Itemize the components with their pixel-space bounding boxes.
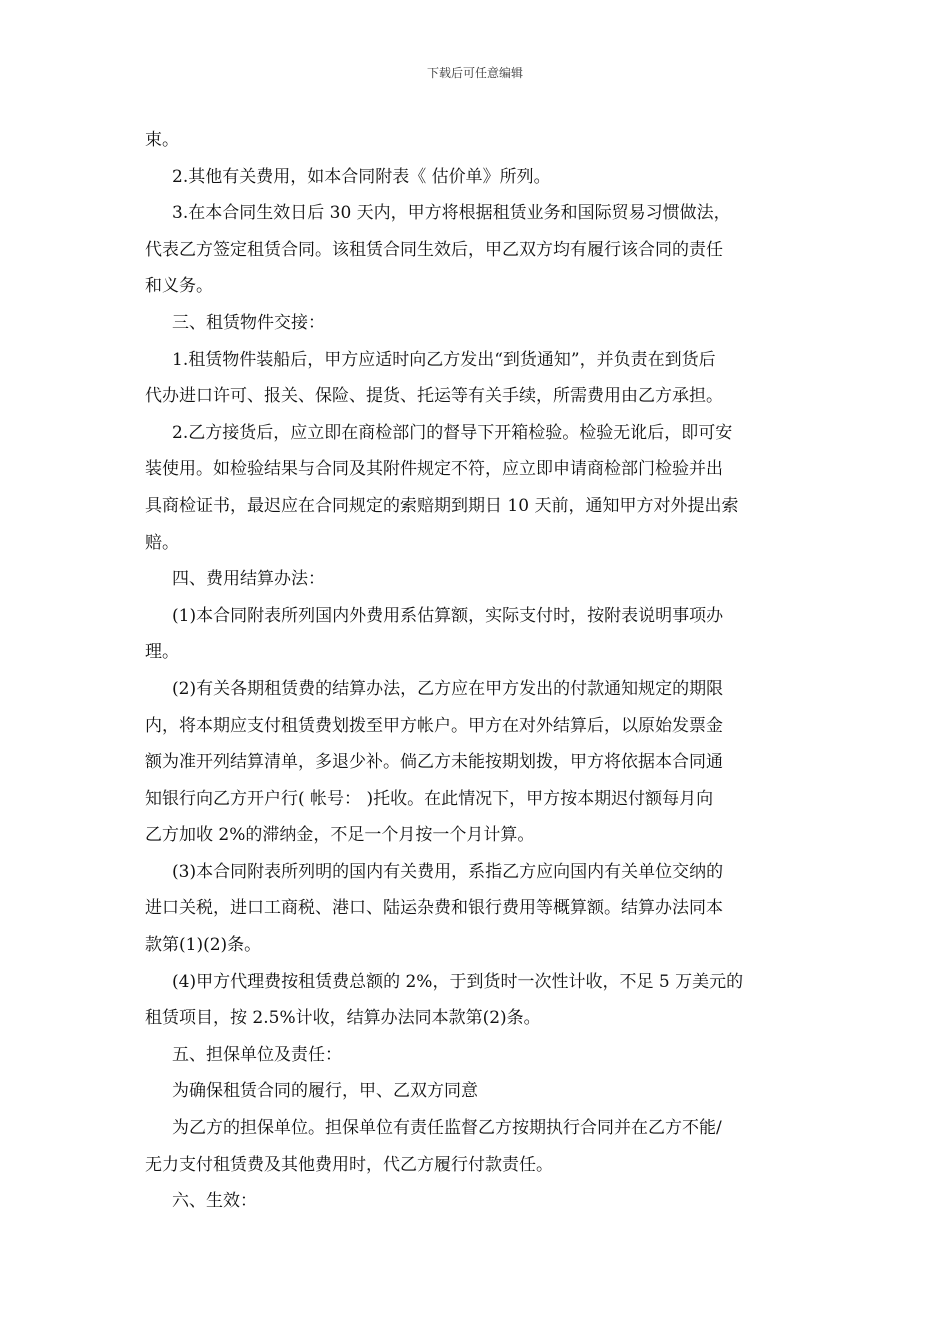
text-line: 知银行向乙方开户行( 帐号： )托收。在此情况下，甲方按本期迟付额每月向: [145, 788, 714, 809]
section-heading: 五、担保单位及责任：: [172, 1044, 342, 1065]
text-line: 为确保租赁合同的履行，甲、乙双方同意: [172, 1081, 478, 1102]
document-body: [145, 122, 807, 1220]
page-header: 下载后可任意编辑: [426, 66, 523, 80]
text-line: (2)有关各期租赁费的结算办法，乙方应在甲方发出的付款通知规定的期限: [172, 678, 724, 699]
text-line: 为乙方的担保单位。担保单位有责任监督乙方按期执行合同并在乙方不能/: [172, 1118, 722, 1139]
section-heading: 六、生效：: [172, 1191, 257, 1212]
text-line: 款第(1)(2)条。: [145, 935, 262, 956]
section-heading: 四、费用结算办法：: [172, 569, 325, 590]
text-line: 代表乙方签定租赁合同。该租赁合同生效后，甲乙双方均有履行该合同的责任: [145, 239, 723, 260]
text-line: 乙方加收 2%的滞纳金，不足一个月按一个月计算。: [145, 825, 535, 846]
text-line: 无力支付租赁费及其他费用时，代乙方履行付款责任。: [145, 1154, 553, 1175]
text-line: (3)本合同附表所列明的国内有关费用，系指乙方应向国内有关单位交纳的: [172, 861, 724, 882]
text-line: 代办进口许可、报关、保险、提货、托运等有关手续，所需费用由乙方承担。: [145, 386, 723, 407]
text-line: 进口关税，进口工商税、港口、陆运杂费和银行费用等概算额。结算办法同本: [145, 898, 723, 919]
text-line: 2.其他有关费用，如本合同附表《 估价单》所列。: [172, 166, 551, 187]
text-line: 具商检证书，最迟应在合同规定的索赔期到期日 10 天前，通知甲方对外提出索: [145, 495, 739, 516]
text-line: 束。: [145, 130, 179, 150]
text-line: 装使用。如检验结果与合同及其附件规定不符，应立即申请商检部门检验并出: [145, 459, 723, 480]
text-line: 2.乙方接货后，应立即在商检部门的督导下开箱检验。检验无讹后，即可安: [172, 422, 733, 443]
text-line: 1.租赁物件装船后，甲方应适时向乙方发出“到货通知”，并负责在到货后: [172, 349, 716, 370]
text-line: 理。: [145, 642, 179, 663]
text-line: 3.在本合同生效日后 30 天内，甲方将根据租赁业务和国际贸易习惯做法，: [172, 203, 731, 224]
section-heading: 三、租赁物件交接：: [172, 312, 325, 333]
text-line: 内，将本期应支付租赁费划拨至甲方帐户。甲方在对外结算后，以原始发票金: [145, 715, 723, 736]
text-line: 赔。: [145, 532, 179, 553]
text-line: (4)甲方代理费按租赁费总额的 2%，于到货时一次性计收，不足 5 万美元的: [172, 971, 744, 992]
text-line: 额为准开列结算清单，多退少补。倘乙方未能按期划拨，甲方将依据本合同通: [145, 752, 723, 773]
text-line: 租赁项目，按 2.5%计收，结算办法同本款第(2)条。: [145, 1008, 541, 1029]
text-line: 和义务。: [145, 276, 213, 297]
text-line: (1)本合同附表所列国内外费用系估算额，实际支付时，按附表说明事项办: [172, 605, 724, 626]
